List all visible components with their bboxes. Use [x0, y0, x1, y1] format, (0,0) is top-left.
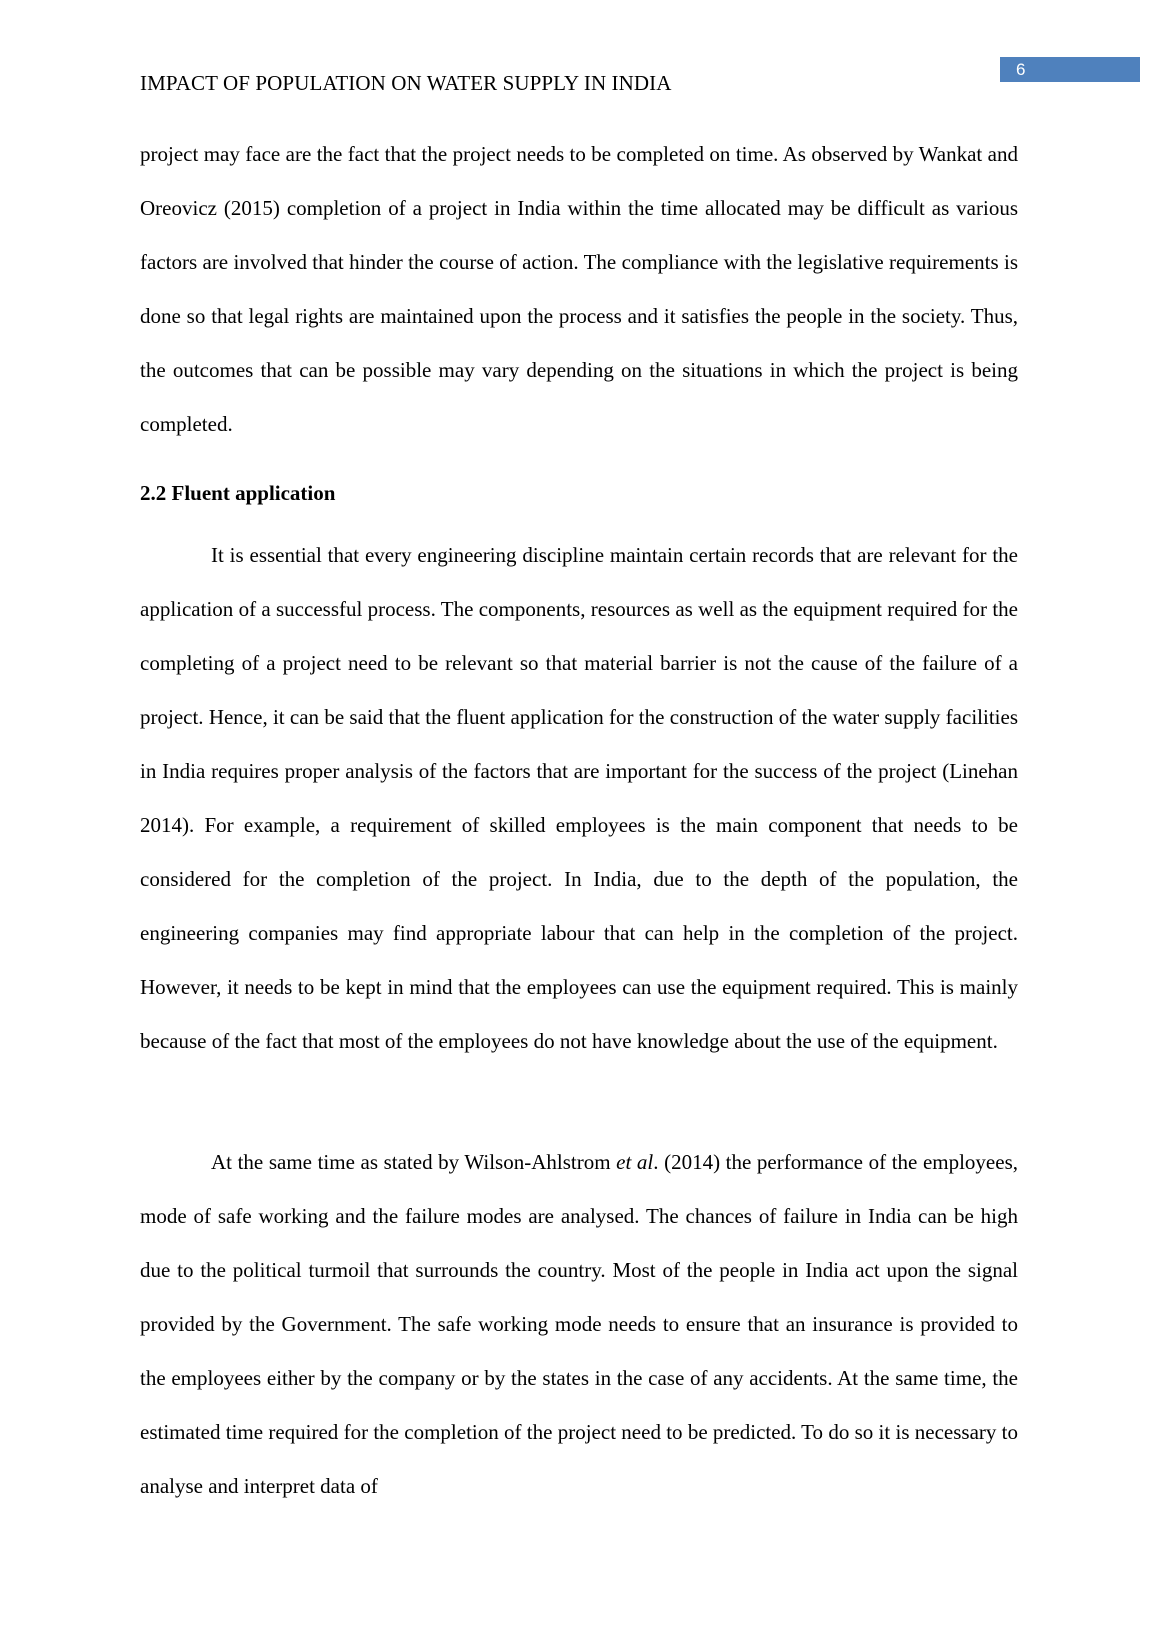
paragraph-performance	[140, 1135, 1018, 1513]
section-heading: 2.2 Fluent application	[140, 481, 336, 505]
paragraph-fluent-application: It is essential that every engineering discipline maintain certain records that are relevant for the application of a successful process. The components, resources as well as the equipment required for the completing of a project need to be relevant so that material barrier is not the cause of the failure of a project. Hence, it can be said that the fluent application for the construction of the water supply facilities in India requires proper analysis of the factors that are important for the success of the project (Linehan 2014). For example, a requirement of skilled employees is the main component that needs to be considered for the completion of the project. In India, due to the depth of the population, the engineering companies may find appropriate labour that can help in the completion of the project. However, it needs to be kept in mind that the employees can use the equipment required. This is mainly because of the fact that most of the employees do not have knowledge about the use of the equipment.	[140, 543, 1018, 1053]
paragraph-text-start: At the same time as stated by Wilson-Ahlstrom	[211, 1150, 617, 1174]
running-head-title: IMPACT OF POPULATION ON WATER SUPPLY IN INDIA	[140, 71, 672, 95]
italic-citation-et-al: et al	[616, 1150, 654, 1174]
page-number: 6	[1000, 57, 1140, 82]
paragraph-continuation: project may face are the fact that the project needs to be completed on time. As observed by Wankat and Oreovicz (2015) completion of a project in India within the time allocated may be difficult as various factors are involved that hinder the course of action. The compliance with the legislative requirements is done so that legal rights are maintained upon the process and it satisfies the people in the society. Thus, the outcomes that can be possible may vary depending on the situations in which the project is being completed.	[140, 142, 1018, 436]
paragraph-text-rest: . (2014) the performance of the employees, mode of safe working and the failure modes are analysed. The chances of failure in India can be high due to the political turmoil that surrounds the country. Most of the people in India act upon the signal provided by the Government. The safe working mode needs to ensure that an insurance is provided to the employees either by the company or by the states in the case of any accidents. At the same time, the estimated time required for the completion of the project need to be predicted. To do so it is necessary to analyse and interpret data of	[140, 1150, 1018, 1498]
